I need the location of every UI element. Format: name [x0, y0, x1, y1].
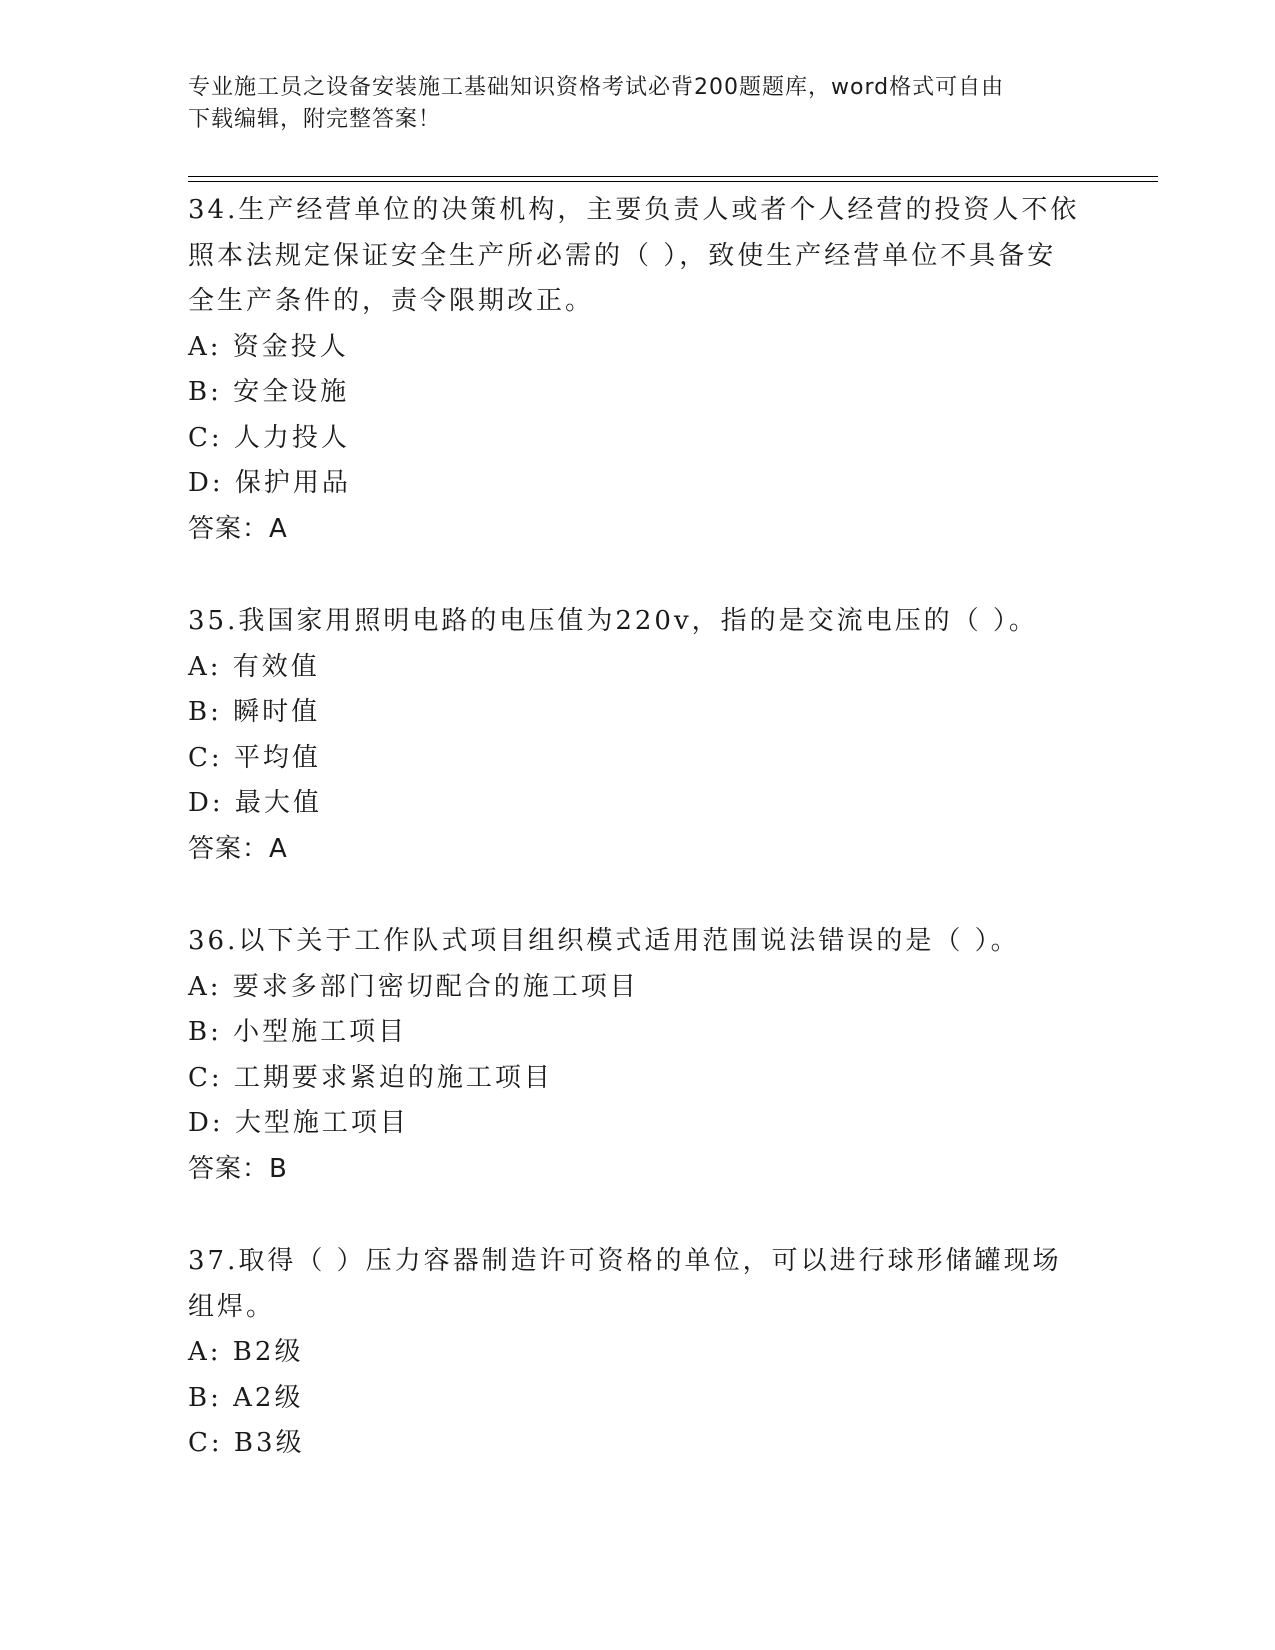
header-divider-bottom [188, 181, 1158, 182]
question-text-line: 照本法规定保证安全生产所必需的（ ），致使生产经营单位不具备安 [188, 240, 1057, 271]
spacer [188, 1192, 1088, 1239]
option-d: D: 保护用品 [188, 468, 351, 498]
question-36 [188, 919, 1088, 1192]
question-text [188, 599, 1088, 645]
spacer [188, 552, 1088, 599]
option-a: A: B2级 [188, 1337, 304, 1367]
header-line-2: 下载编辑，附完整答案！ [188, 107, 442, 132]
header-line-1: 专业施工员之设备安装施工基础知识资格考试必背200题题库，word格式可自由 [188, 75, 1005, 100]
answer: 答案：B [188, 1153, 288, 1184]
question-text [188, 1239, 1088, 1330]
option-a: A: 要求多部门密切配合的施工项目 [188, 971, 639, 1002]
option-c: C: B3级 [188, 1428, 305, 1458]
header-divider-top [188, 176, 1158, 177]
option-a: A: 有效值 [188, 651, 320, 682]
option-c: C: 人力投人 [188, 422, 350, 453]
option-d: D: 大型施工项目 [188, 1108, 409, 1138]
question-35 [188, 599, 1088, 872]
option-b: B: 安全设施 [188, 377, 350, 407]
question-text-line: 全生产条件的，责令限期改正。 [188, 286, 595, 316]
option-a: A: 资金投人 [188, 331, 349, 362]
question-text-line: 34.生产经营单位的决策机构，主要负责人或者个人经营的投资人不依 [188, 195, 1080, 225]
option-b: B: A2级 [188, 1382, 304, 1413]
question-text [188, 188, 1088, 325]
option-d: D: 最大值 [188, 788, 322, 818]
question-text-line: 37.取得（ ）压力容器制造许可资格的单位，可以进行球形储罐现场 [188, 1246, 1062, 1276]
question-37 [188, 1239, 1088, 1467]
question-text-line: 35.我国家用照明电路的电压值为220v，指的是交流电压的（ ）。 [188, 606, 1038, 636]
spacer [188, 872, 1088, 919]
option-b: B: 小型施工项目 [188, 1017, 408, 1047]
option-b: B: 瞬时值 [188, 697, 321, 727]
question-text [188, 919, 1088, 965]
document-header [188, 72, 1068, 136]
question-text-line: 36.以下关于工作队式项目组织模式适用范围说法错误的是（ ）。 [188, 926, 1020, 956]
question-34 [188, 188, 1088, 552]
option-c: C: 平均值 [188, 742, 321, 773]
question-list [188, 188, 1088, 1467]
answer: 答案：A [188, 513, 288, 544]
question-text-line: 组焊。 [188, 1291, 276, 1322]
answer: 答案：A [188, 833, 288, 864]
option-c: C: 工期要求紧迫的施工项目 [188, 1062, 553, 1093]
